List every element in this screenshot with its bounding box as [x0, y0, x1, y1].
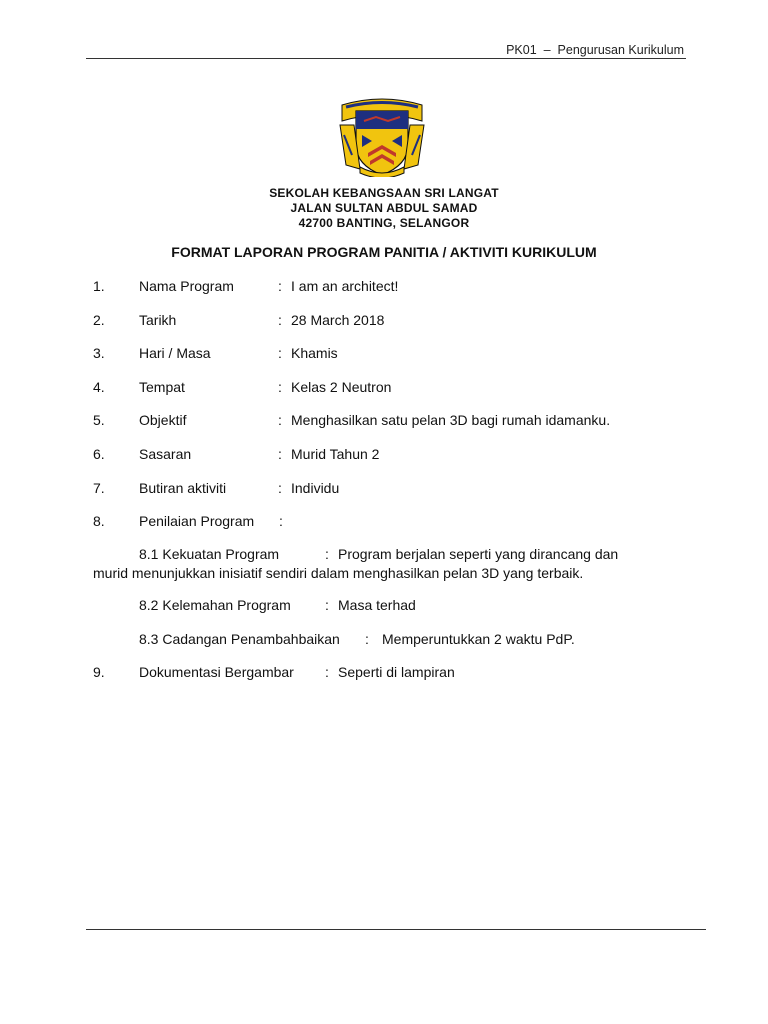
school-name: SEKOLAH KEBANGSAAN SRI LANGAT [269, 186, 499, 200]
header-dash: – [543, 43, 551, 57]
page-header [506, 43, 684, 57]
school-crest-logo [332, 95, 432, 177]
sub-kekuatan-continuation: murid menunjukkan inisiatif sendiri dalam menghasilkan pelan 3D yang terbaik. [93, 565, 584, 581]
header-code: PK01 [506, 43, 537, 57]
school-city: 42700 BANTING, SELANGOR [298, 216, 470, 230]
school-street: JALAN SULTAN ABDUL SAMAD [290, 201, 478, 215]
report-title: FORMAT LAPORAN PROGRAM PANITIA / AKTIVITI KURIKULUM [171, 244, 597, 260]
header-rule [86, 58, 686, 59]
header-title: Pengurusan Kurikulum [557, 43, 684, 57]
footer-rule [86, 929, 706, 930]
